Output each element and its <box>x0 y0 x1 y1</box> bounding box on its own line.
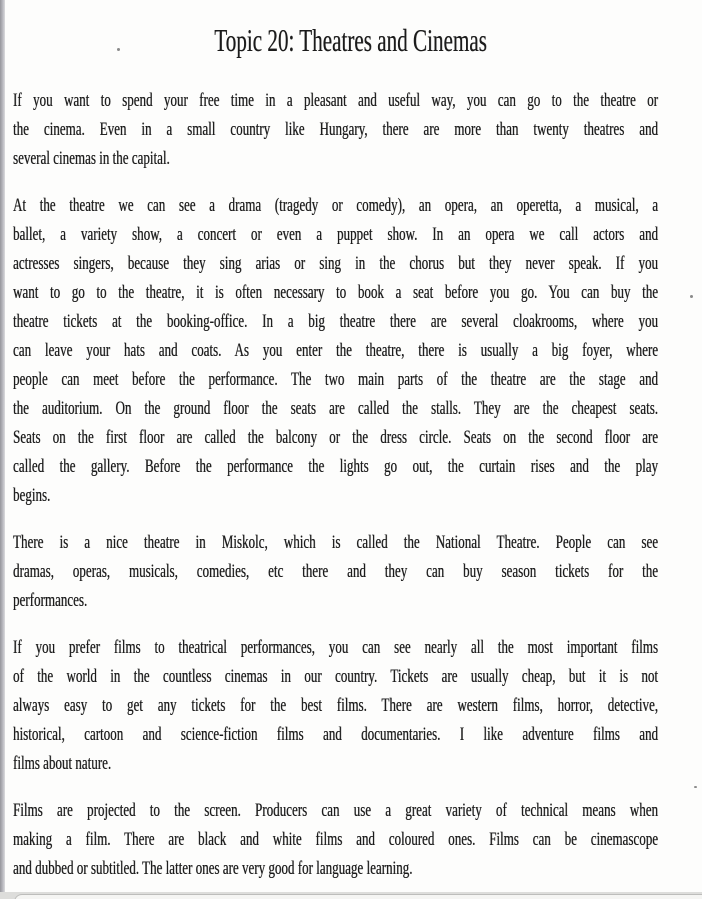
text-line: If you want to spend your free time in a pleasant and useful way, you can go to the theatre or <box>13 90 659 111</box>
text-line: performances. <box>13 590 88 611</box>
text-line: begins. <box>13 485 51 506</box>
text-line: the auditorium. On the ground floor the seats are called the stalls. They are the cheapest seats. <box>13 398 659 419</box>
text-line: Films are projected to the screen. Producers can use a great variety of technical means when <box>13 800 659 821</box>
text-line: several cinemas in the capital. <box>13 148 170 169</box>
page-title-text: Topic 20: Theatres and Cinemas <box>214 22 488 58</box>
text-line: and dubbed or subtitled. The latter ones are very good for language learning. <box>13 858 413 879</box>
paragraph <box>13 633 658 778</box>
text-line: theatre tickets at the booking-office. In a big theatre there are several cloakrooms, where you <box>13 311 659 332</box>
text-line: At the theatre we can see a drama (tragedy or comedy), an opera, an operetta, a musical, a <box>13 195 659 216</box>
scan-edge-left <box>0 0 5 893</box>
text-line: dramas, operas, musicals, comedies, etc there and they can buy season tickets for the <box>13 561 659 582</box>
document-body <box>13 58 658 883</box>
text-line: the cinema. Even in a small country like Hungary, there are more than twenty theatres and <box>13 119 659 140</box>
paragraph <box>13 796 658 883</box>
text-line: ballet, a variety show, a concert or even a puppet show. In an opera we call actors and <box>13 224 659 245</box>
text-line: actresses singers, because they sing arias or sing in the chorus but they never speak. If you <box>13 253 659 274</box>
scan-speck <box>117 48 120 51</box>
text-line: historical, cartoon and science-fiction films and documentaries. I like adventure films and <box>13 724 659 745</box>
text-line: making a film. There are black and white films and coloured ones. Films can be cinemascope <box>13 829 659 850</box>
text-line: can leave your hats and coats. As you enter the theatre, there is usually a big foyer, where <box>13 340 659 361</box>
paragraph <box>13 191 658 510</box>
text-line: Seats on the first floor are called the balcony or the dress circle. Seats on the second floor are <box>13 427 659 448</box>
scan-speck <box>690 295 693 298</box>
text-line: always easy to get any tickets for the best films. There are western films, horror, detective, <box>13 695 659 716</box>
scan-speck <box>694 786 697 788</box>
bottom-ui-bar <box>0 892 702 899</box>
text-line: There is a nice theatre in Miskolc, which is called the National Theatre. People can see <box>13 532 659 553</box>
paragraph <box>13 86 658 173</box>
bottom-panel-edge <box>14 894 702 899</box>
text-line: films about nature. <box>13 753 112 774</box>
text-line: want to go to the theatre, it is often necessary to book a seat before you go. You can buy the <box>13 282 659 303</box>
text-line: people can meet before the performance. The two main parts of the theatre are the stage and <box>13 369 659 390</box>
text-line: called the gallery. Before the performance the lights go out, the curtain rises and the play <box>13 456 659 477</box>
text-line: of the world in the countless cinemas in our country. Tickets are usually cheap, but it is not <box>13 666 659 687</box>
page-title <box>0 22 702 58</box>
text-line: If you prefer films to theatrical performances, you can see nearly all the most important films <box>13 637 659 658</box>
paragraph <box>13 528 658 615</box>
